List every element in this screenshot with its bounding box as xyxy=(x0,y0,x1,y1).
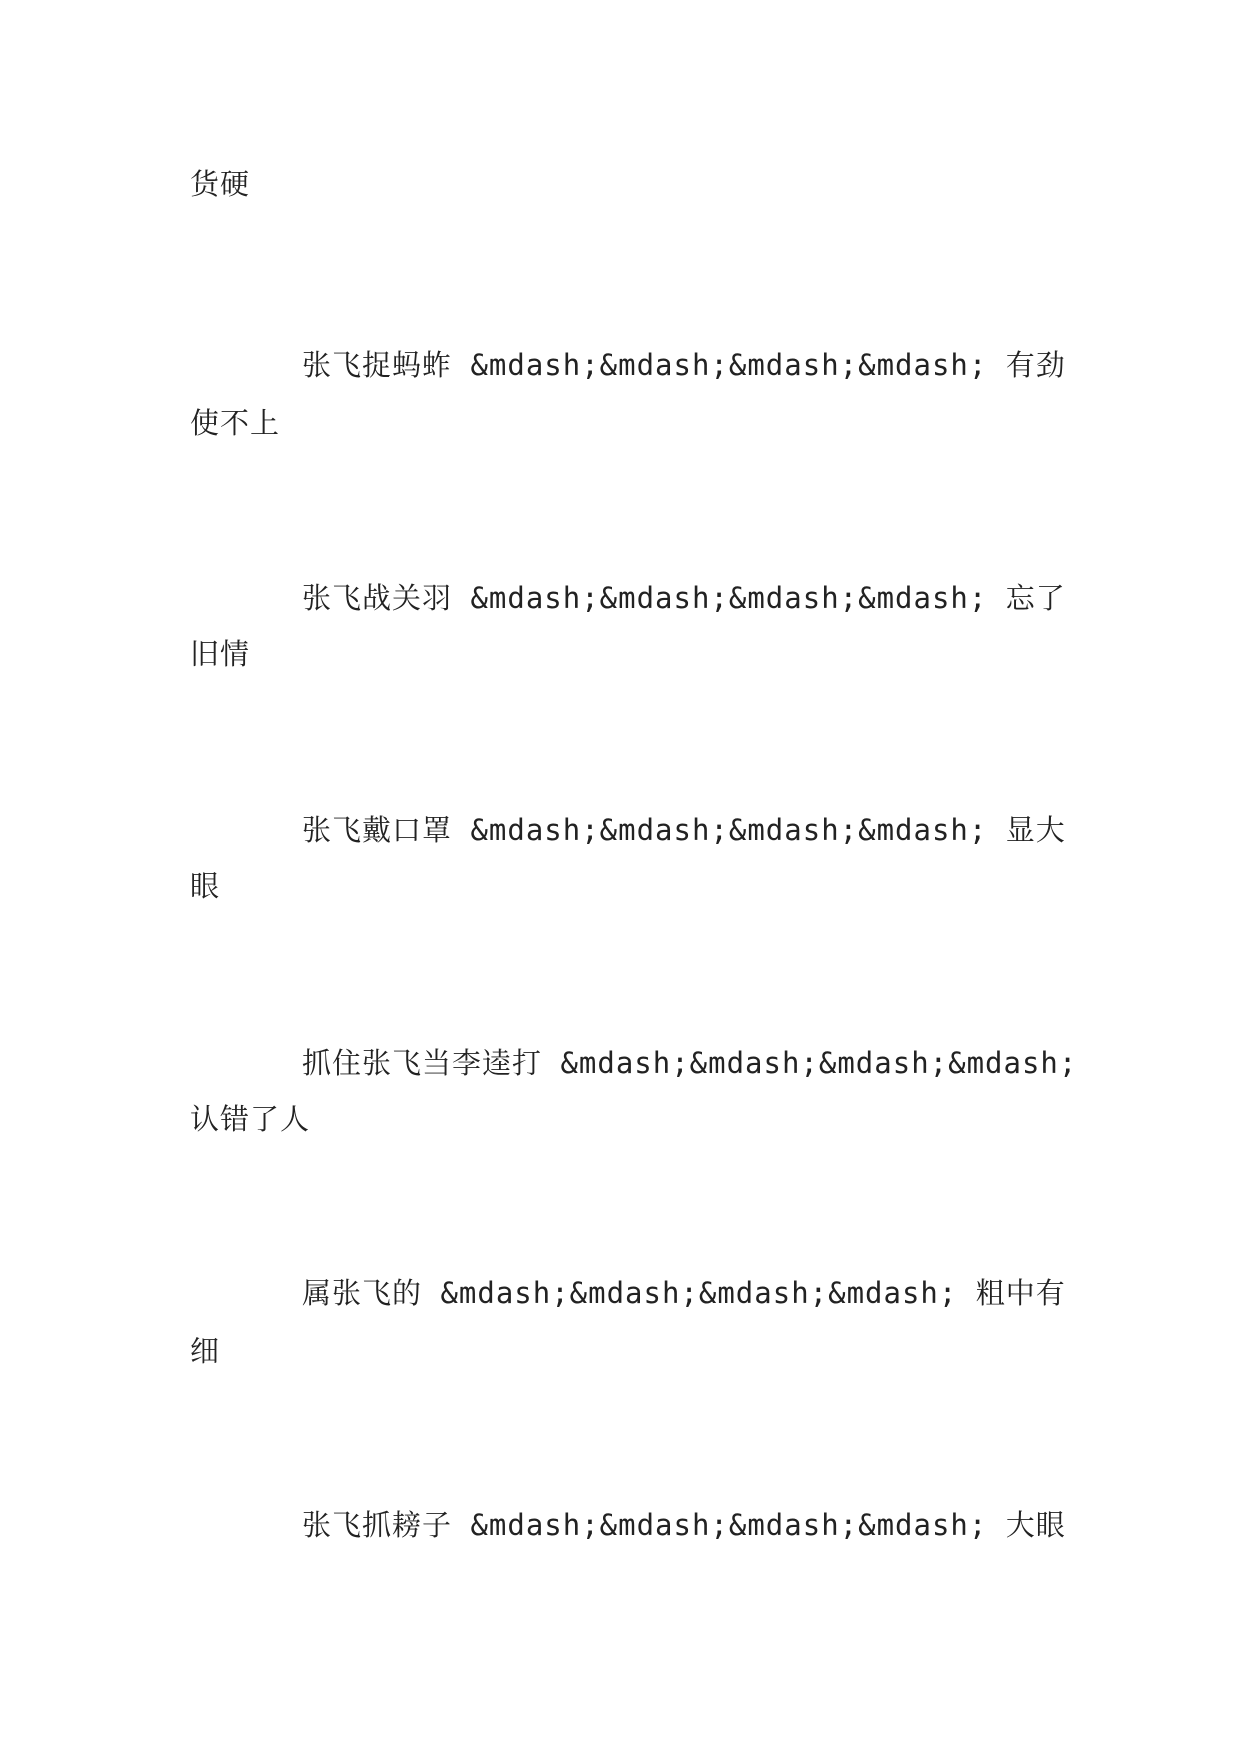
text-line-saying: 抓住张飞当李逵打 &mdash;&mdash;&mdash;&mdash; xyxy=(302,1046,1078,1080)
text-line-saying: 张飞戴口罩 &mdash;&mdash;&mdash;&mdash; 显大 xyxy=(302,813,1066,847)
text-line-continuation: 认错了人 xyxy=(190,1102,311,1136)
text-line-saying: 张飞捉蚂蚱 &mdash;&mdash;&mdash;&mdash; 有劲 xyxy=(302,348,1066,382)
text-line-continuation: 使不上 xyxy=(190,406,281,440)
text-line-continuation: 旧情 xyxy=(190,637,251,671)
text-line-continuation: 眼 xyxy=(190,869,221,903)
text-line-saying: 张飞战关羽 &mdash;&mdash;&mdash;&mdash; 忘了 xyxy=(302,581,1066,615)
text-line-continuation: 细 xyxy=(190,1334,221,1368)
text-line-continuation: 货硬 xyxy=(190,167,251,201)
text-line-saying: 属张飞的 &mdash;&mdash;&mdash;&mdash; 粗中有 xyxy=(302,1276,1066,1310)
text-line-saying: 张飞抓耪子 &mdash;&mdash;&mdash;&mdash; 大眼 xyxy=(302,1508,1066,1542)
